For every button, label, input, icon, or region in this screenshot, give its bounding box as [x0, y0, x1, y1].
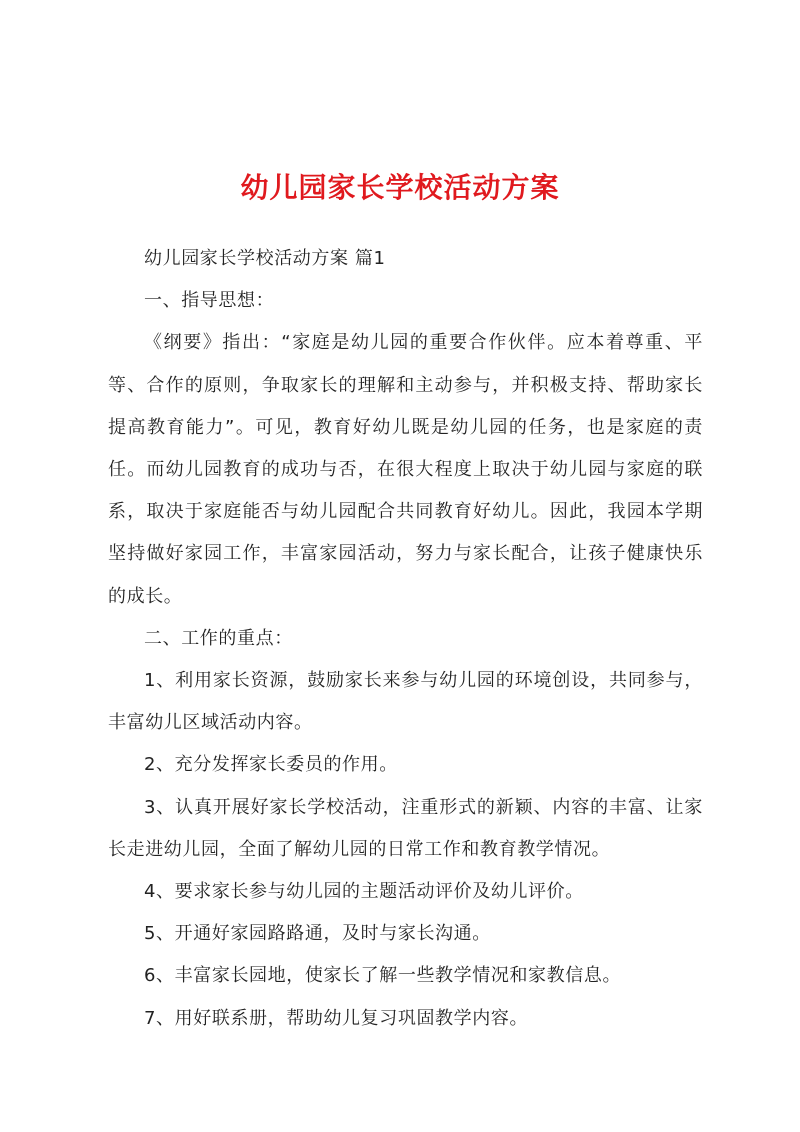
work-focus-item-4: 4、要求家长参与幼儿园的主题活动评价及幼儿评价。: [144, 881, 584, 903]
work-focus-heading: 二、工作的重点：: [144, 627, 293, 649]
work-focus-item-6: 6、丰富家长园地，使家长了解一些教学情况和家教信息。: [144, 965, 622, 987]
work-focus-item-2: 2、充分发挥家长委员的作用。: [144, 754, 398, 776]
guiding-thought-paragraph: 《纲要》指出：“家庭是幼儿园的重要合作伙伴。应本着尊重、平等、合作的原则，争取家长的理解和主动参与，并积极支持、帮助家长提高教育能力”。可见，教育好幼儿既是幼儿园的任务，也是家庭的责任。而幼儿园教育的成功与否，在很大程度上取决于幼儿园与家庭的联系，取决于家庭能否与幼儿园配合共同教育好幼儿。因此，我园本学期坚持做好家园工作，丰富家园活动，努力与家长配合，让孩子健康快乐的成长。: [108, 332, 703, 607]
document-body: [108, 238, 703, 1040]
work-focus-item-3: 3、认真开展好家长学校活动，注重形式的新颖、内容的丰富、让家长走进幼儿园，全面了解幼儿园的日常工作和教育教学情况。: [108, 796, 703, 860]
work-focus-item-1: 1、利用家长资源，鼓励家长来参与幼儿园的环境创设，共同参与，丰富幼儿区域活动内容。: [108, 670, 703, 734]
work-focus-item-7: 7、用好联系册，帮助幼儿复习巩固教学内容。: [144, 1007, 529, 1029]
section-heading-paragraph: 幼儿园家长学校活动方案 篇1: [144, 248, 386, 269]
work-focus-item-5: 5、开通好家园路路通，及时与家长沟通。: [144, 923, 491, 945]
guiding-thought-heading: 一、指导思想：: [144, 290, 275, 312]
document-title: 幼儿园家长学校活动方案: [240, 171, 560, 204]
